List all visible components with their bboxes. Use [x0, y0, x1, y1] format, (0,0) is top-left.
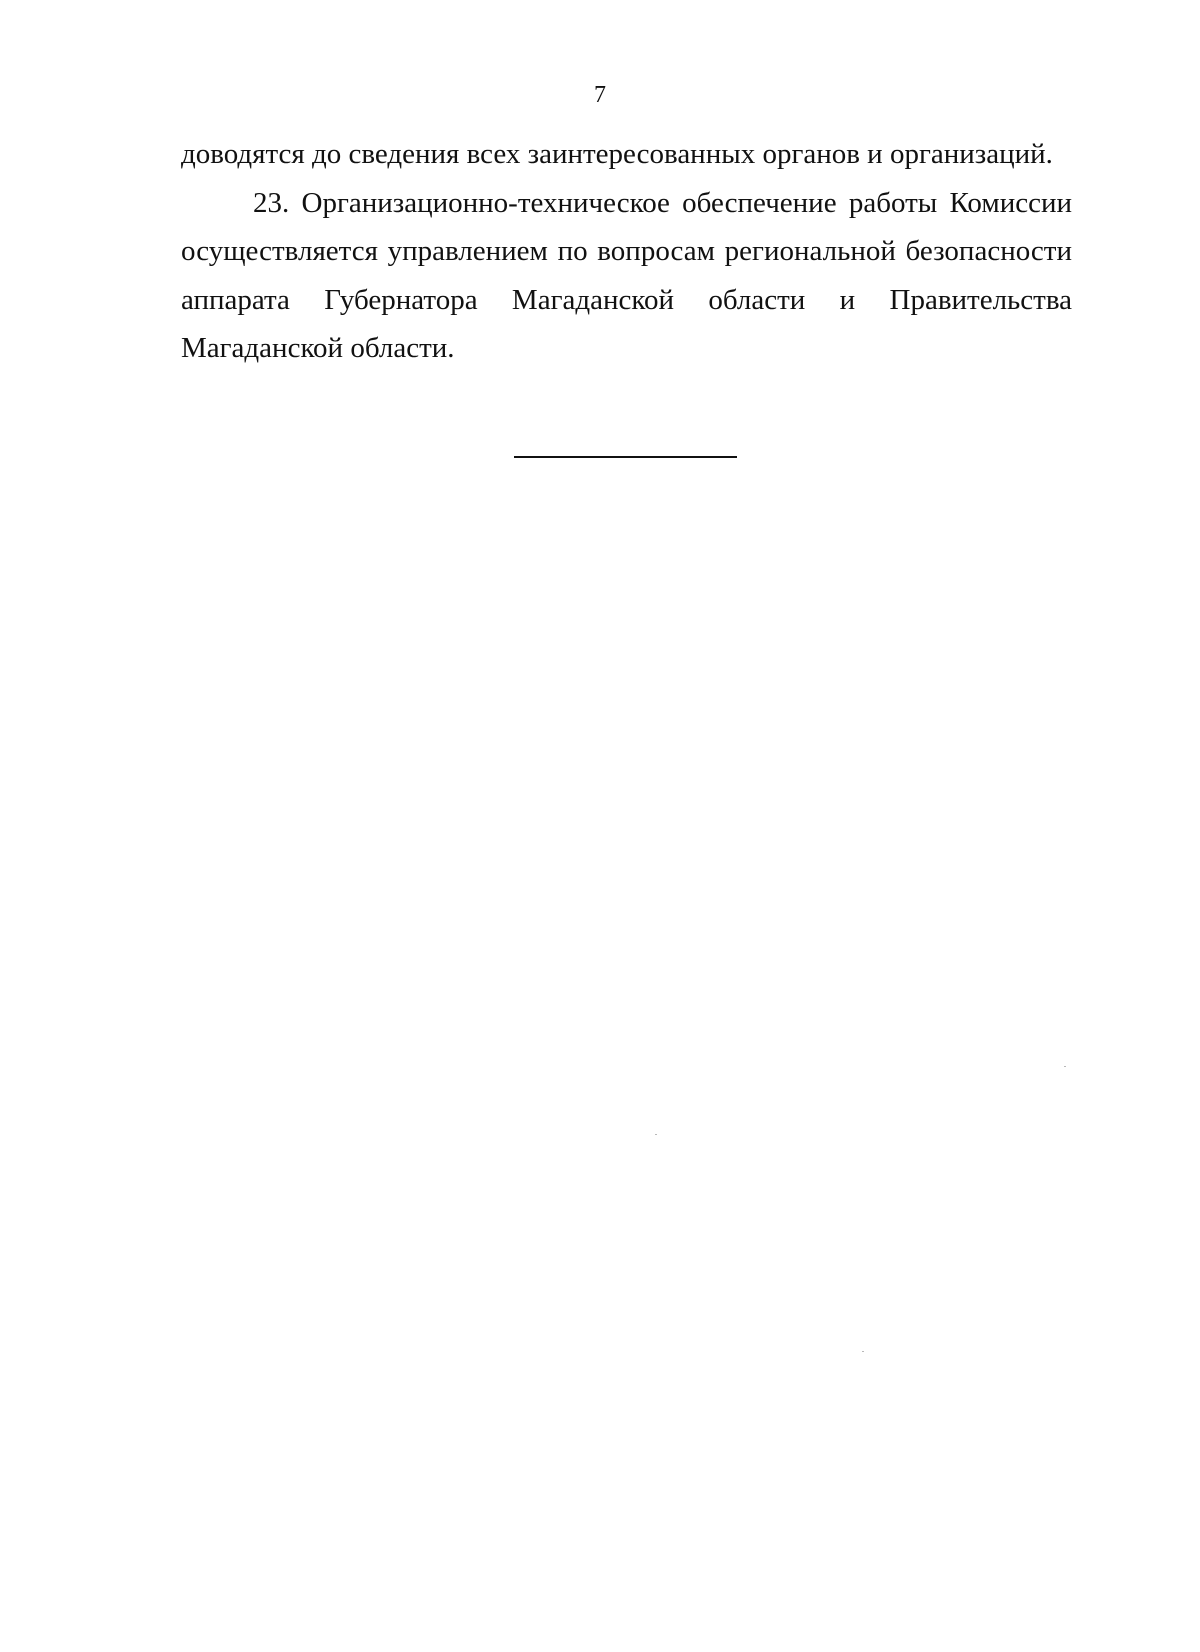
scan-speck: [862, 1351, 864, 1352]
scan-speck: [655, 1134, 657, 1135]
paragraph-23: 23. Организационно-техническое обеспечение работы Комиссии осуществляется управлением по вопросам региональной безопасности аппарата Губернатора Магаданской области и Правительства Магаданской области.: [181, 186, 1072, 364]
scan-speck: [1064, 1066, 1066, 1067]
page-number: 7: [594, 82, 606, 108]
closing-rule: [514, 456, 737, 458]
paragraph-continued: доводятся до сведения всех заинтересованных органов и организаций.: [181, 138, 1053, 170]
document-body: [181, 130, 1072, 373]
